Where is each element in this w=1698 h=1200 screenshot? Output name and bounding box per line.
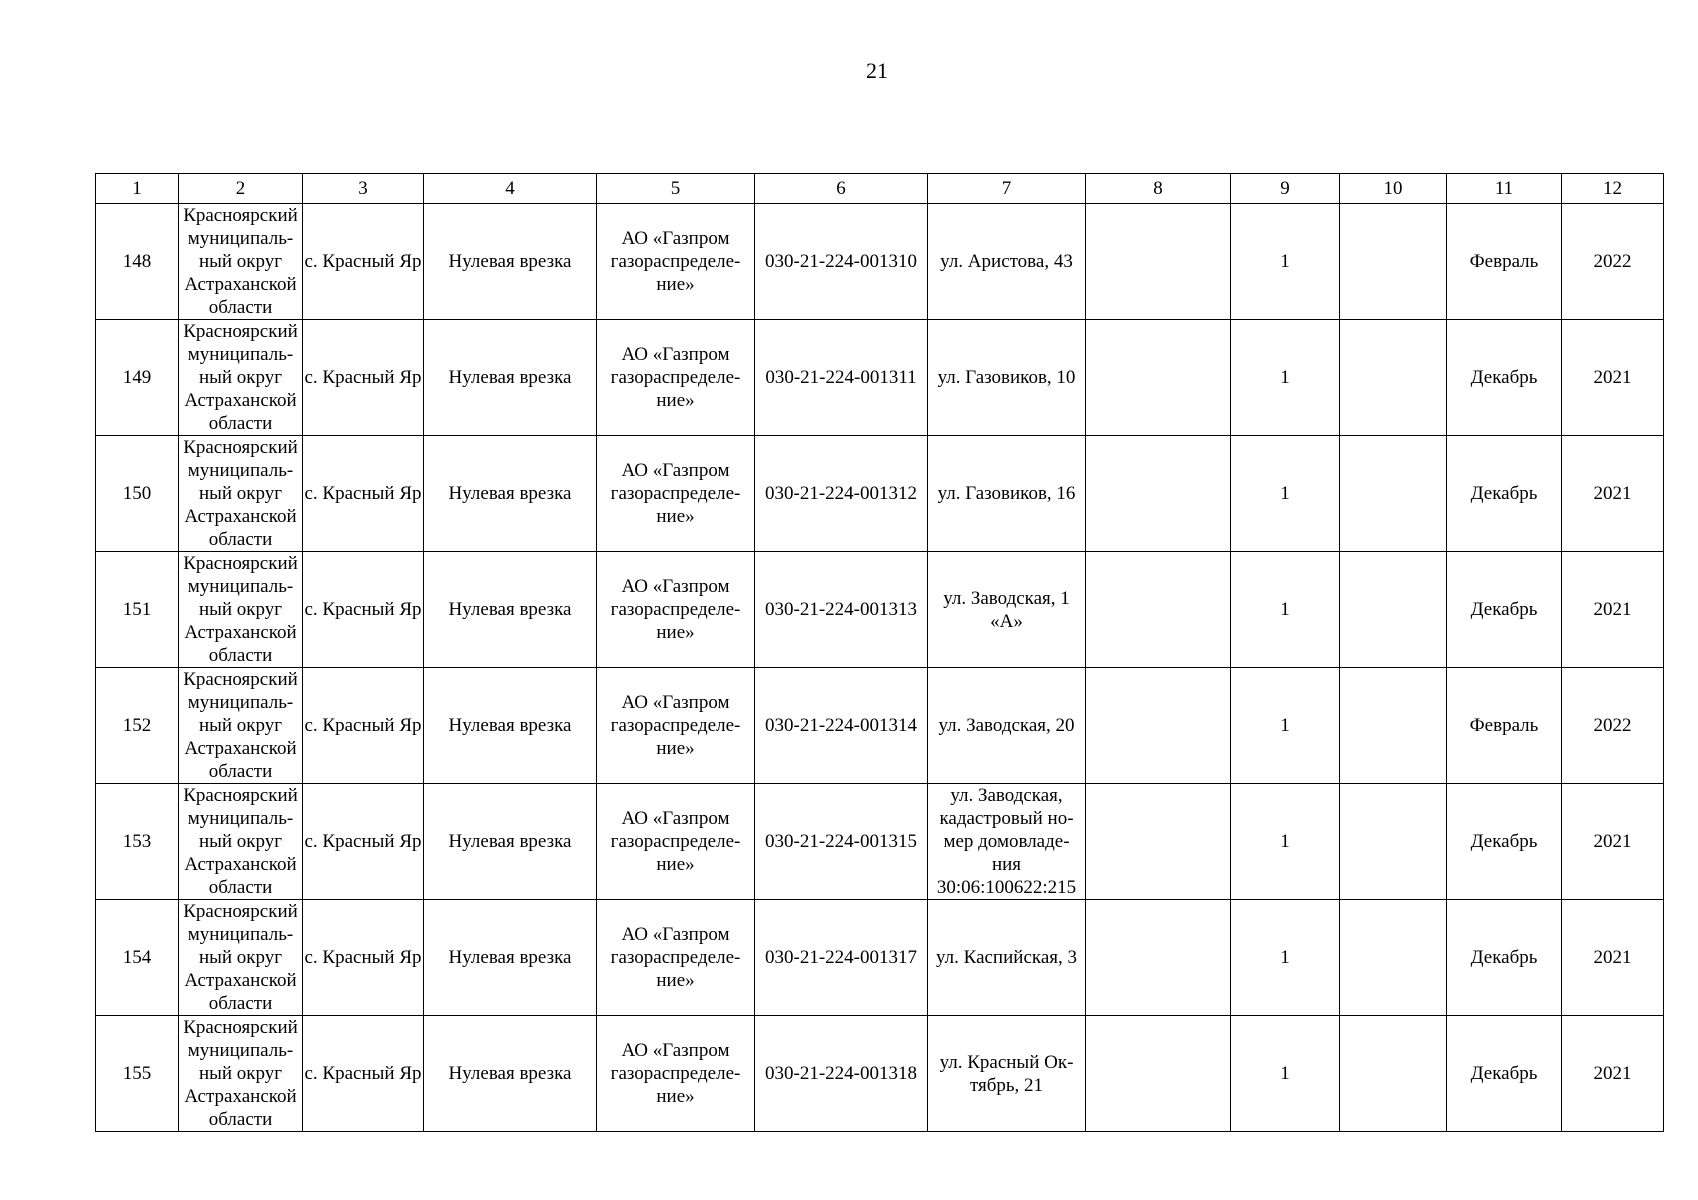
- cell-count: 1: [1231, 900, 1340, 1016]
- cell-settlement: с. Красный Яр: [303, 784, 424, 900]
- cell-object-code: 030-21-224-001311: [755, 320, 928, 436]
- cell-object-code: 030-21-224-001315: [755, 784, 928, 900]
- cell-settlement: с. Красный Яр: [303, 436, 424, 552]
- page-number: 21: [866, 58, 888, 83]
- cell-month: Декабрь: [1447, 1016, 1562, 1132]
- cell-month: Декабрь: [1447, 320, 1562, 436]
- cell-organization: АО «Газпром газораспределе-ние»: [597, 900, 755, 1016]
- cell-count: 1: [1231, 1016, 1340, 1132]
- column-header: 3: [303, 174, 424, 204]
- cell-row-number: 152: [96, 668, 179, 784]
- cell-object-code: 030-21-224-001318: [755, 1016, 928, 1132]
- column-header: 12: [1562, 174, 1664, 204]
- cell-year: 2021: [1562, 436, 1664, 552]
- cell-address: ул. Заводская, 20: [928, 668, 1086, 784]
- cell-row-number: 154: [96, 900, 179, 1016]
- table-row: [96, 204, 1664, 320]
- column-header: 9: [1231, 174, 1340, 204]
- cell-organization: АО «Газпром газораспределе-ние»: [597, 320, 755, 436]
- cell-organization: АО «Газпром газораспределе-ние»: [597, 668, 755, 784]
- column-header: 5: [597, 174, 755, 204]
- cell-row-number: 151: [96, 552, 179, 668]
- cell-count: 1: [1231, 436, 1340, 552]
- cell-organization: АО «Газпром газораспределе-ние»: [597, 204, 755, 320]
- cell-municipality: Красноярский муниципаль-ный округ Астраханской области: [179, 436, 303, 552]
- cell-year: 2021: [1562, 900, 1664, 1016]
- table-row: [96, 320, 1664, 436]
- cell-organization: АО «Газпром газораспределе-ние»: [597, 1016, 755, 1132]
- cell-row-number: 148: [96, 204, 179, 320]
- cell-municipality: Красноярский муниципаль-ный округ Астраханской области: [179, 320, 303, 436]
- cell-month: Февраль: [1447, 668, 1562, 784]
- cell-month: Февраль: [1447, 204, 1562, 320]
- data-table: [95, 173, 1664, 1132]
- cell-connection-type: Нулевая врезка: [424, 204, 597, 320]
- cell-col10: [1340, 900, 1447, 1016]
- cell-address: ул. Заводская, кадастровый но-мер домовладе-ния 30:06:100622:215: [928, 784, 1086, 900]
- cell-municipality: Красноярский муниципаль-ный округ Астраханской области: [179, 900, 303, 1016]
- cell-col10: [1340, 204, 1447, 320]
- cell-col8: [1086, 900, 1231, 1016]
- cell-organization: АО «Газпром газораспределе-ние»: [597, 784, 755, 900]
- cell-object-code: 030-21-224-001310: [755, 204, 928, 320]
- cell-connection-type: Нулевая врезка: [424, 784, 597, 900]
- cell-object-code: 030-21-224-001313: [755, 552, 928, 668]
- cell-count: 1: [1231, 784, 1340, 900]
- cell-col10: [1340, 1016, 1447, 1132]
- column-header: 6: [755, 174, 928, 204]
- cell-connection-type: Нулевая врезка: [424, 1016, 597, 1132]
- cell-object-code: 030-21-224-001314: [755, 668, 928, 784]
- cell-settlement: с. Красный Яр: [303, 668, 424, 784]
- cell-organization: АО «Газпром газораспределе-ние»: [597, 436, 755, 552]
- cell-col10: [1340, 784, 1447, 900]
- cell-col8: [1086, 784, 1231, 900]
- cell-year: 2022: [1562, 204, 1664, 320]
- cell-address: ул. Каспийская, 3: [928, 900, 1086, 1016]
- cell-col10: [1340, 668, 1447, 784]
- cell-address: ул. Газовиков, 16: [928, 436, 1086, 552]
- table-row: [96, 552, 1664, 668]
- cell-address: ул. Заводская, 1 «А»: [928, 552, 1086, 668]
- cell-count: 1: [1231, 320, 1340, 436]
- cell-municipality: Красноярский муниципаль-ный округ Астраханской области: [179, 1016, 303, 1132]
- column-header: 10: [1340, 174, 1447, 204]
- cell-col8: [1086, 320, 1231, 436]
- cell-col10: [1340, 436, 1447, 552]
- cell-col8: [1086, 436, 1231, 552]
- cell-year: 2021: [1562, 552, 1664, 668]
- cell-object-code: 030-21-224-001317: [755, 900, 928, 1016]
- table-row: [96, 1016, 1664, 1132]
- cell-connection-type: Нулевая врезка: [424, 900, 597, 1016]
- cell-year: 2021: [1562, 784, 1664, 900]
- cell-connection-type: Нулевая врезка: [424, 668, 597, 784]
- cell-col8: [1086, 552, 1231, 668]
- cell-count: 1: [1231, 204, 1340, 320]
- cell-row-number: 153: [96, 784, 179, 900]
- table-row: [96, 436, 1664, 552]
- table-row: [96, 784, 1664, 900]
- cell-month: Декабрь: [1447, 552, 1562, 668]
- column-header: 8: [1086, 174, 1231, 204]
- cell-col10: [1340, 552, 1447, 668]
- cell-settlement: с. Красный Яр: [303, 1016, 424, 1132]
- cell-month: Декабрь: [1447, 784, 1562, 900]
- cell-connection-type: Нулевая врезка: [424, 436, 597, 552]
- table-row: [96, 668, 1664, 784]
- cell-connection-type: Нулевая врезка: [424, 552, 597, 668]
- cell-col8: [1086, 1016, 1231, 1132]
- column-header: 11: [1447, 174, 1562, 204]
- cell-address: ул. Аристова, 43: [928, 204, 1086, 320]
- cell-count: 1: [1231, 552, 1340, 668]
- cell-settlement: с. Красный Яр: [303, 320, 424, 436]
- cell-col8: [1086, 204, 1231, 320]
- cell-address: ул. Газовиков, 10: [928, 320, 1086, 436]
- cell-settlement: с. Красный Яр: [303, 204, 424, 320]
- cell-year: 2021: [1562, 320, 1664, 436]
- cell-municipality: Красноярский муниципаль-ный округ Астраханской области: [179, 784, 303, 900]
- cell-connection-type: Нулевая врезка: [424, 320, 597, 436]
- column-header: 7: [928, 174, 1086, 204]
- cell-year: 2021: [1562, 1016, 1664, 1132]
- cell-count: 1: [1231, 668, 1340, 784]
- cell-object-code: 030-21-224-001312: [755, 436, 928, 552]
- cell-settlement: с. Красный Яр: [303, 552, 424, 668]
- cell-month: Декабрь: [1447, 900, 1562, 1016]
- cell-row-number: 155: [96, 1016, 179, 1132]
- cell-year: 2022: [1562, 668, 1664, 784]
- cell-row-number: 149: [96, 320, 179, 436]
- header-row: [96, 174, 1664, 204]
- cell-settlement: с. Красный Яр: [303, 900, 424, 1016]
- cell-col10: [1340, 320, 1447, 436]
- cell-col8: [1086, 668, 1231, 784]
- column-header: 2: [179, 174, 303, 204]
- cell-organization: АО «Газпром газораспределе-ние»: [597, 552, 755, 668]
- cell-municipality: Красноярский муниципаль-ный округ Астраханской области: [179, 204, 303, 320]
- column-header: 1: [96, 174, 179, 204]
- cell-municipality: Красноярский муниципаль-ный округ Астраханской области: [179, 552, 303, 668]
- table-row: [96, 900, 1664, 1016]
- cell-month: Декабрь: [1447, 436, 1562, 552]
- column-header: 4: [424, 174, 597, 204]
- cell-address: ул. Красный Ок-тябрь, 21: [928, 1016, 1086, 1132]
- cell-municipality: Красноярский муниципаль-ный округ Астраханской области: [179, 668, 303, 784]
- cell-row-number: 150: [96, 436, 179, 552]
